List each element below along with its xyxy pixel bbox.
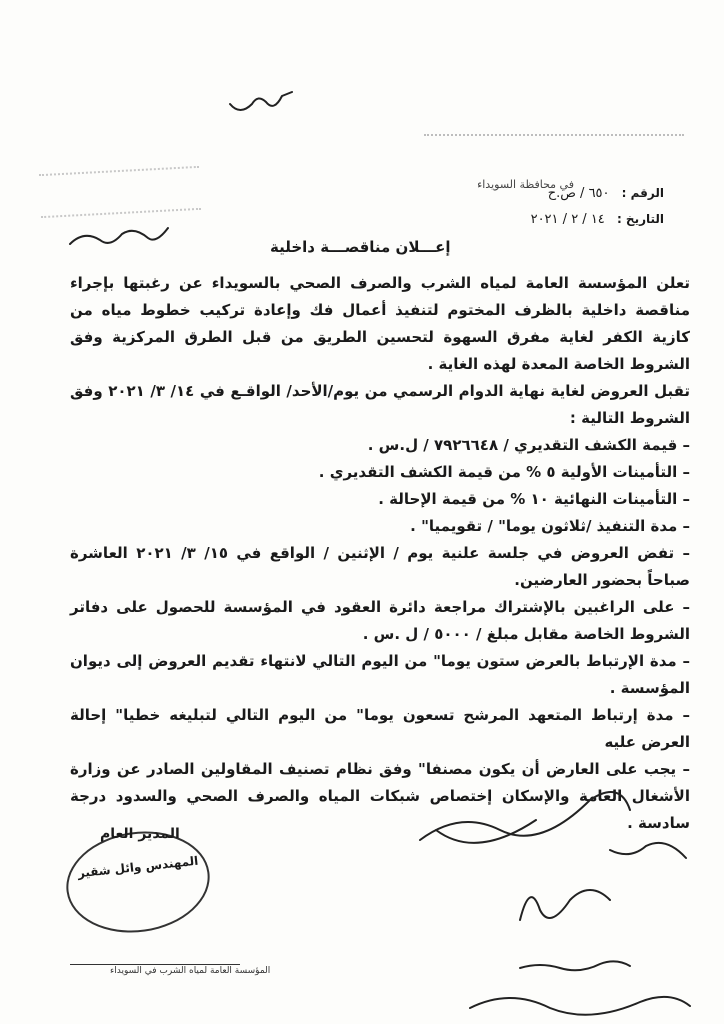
condition-item: – التأمينات النهائية ١٠ % من قيمة الإحالة . xyxy=(378,490,690,508)
condition-item: – مدة التنفيذ /ثلاثون يوما" / تقويميا" . xyxy=(410,517,690,535)
document-body xyxy=(70,270,690,837)
paragraph-deadline: تقبل العروض لغاية نهاية الدوام الرسمي من يوم/الأحد/ الواقـع في ١٤/ ٣/ ٢٠٢١ وفق الشروط التالية : xyxy=(70,382,691,427)
handwritten-note-left xyxy=(70,228,168,244)
letterhead-faint-line xyxy=(424,124,684,136)
page-title: إعـــلان مناقصـــة داخلية xyxy=(270,238,451,256)
condition-item: – مدة إرتباط المتعهد المرشح تسعون يوما" من اليوم التالي لتبليغه خطيا" إحالة العرض عليه xyxy=(70,706,690,751)
letterhead-governorate: في محافظة السويداء xyxy=(477,178,574,191)
condition-item: – يجب على العارض أن يكون مصنفا" وفق نظام تصنيف المقاولين الصادر عن وزارة الأشغال العامة والإسكان إختصاص شبكات المياه والصرف الصحي والسدود درجة سادسة . xyxy=(70,760,690,832)
condition-item: – قيمة الكشف التقديري / ٧٩٢٦٦٤٨ / ل.س . xyxy=(367,436,690,454)
signature-name: المهندس وائل شقير xyxy=(77,853,199,881)
number-value: ٦٥٠ / ص.ح xyxy=(547,186,610,201)
paragraph-intro: تعلن المؤسسة العامة لمياه الشرب والصرف الصحي بالسويداء عن رغبتها بإجراء مناقصة داخلية بالظرف المختوم لتنفيذ أعمال فك وإعادة تركيب خطوط مياه من كازية الكفر لغاية مفرق السهوة لتحسين الطريق من قبل الطرق المركزية وفق الشروط الخاصة المعدة لهذه الغاية . xyxy=(70,274,690,373)
signature-scribble-2 xyxy=(610,843,686,858)
number-label: الرقم : xyxy=(621,186,664,200)
document-number-line xyxy=(548,186,664,201)
condition-item: – مدة الإرتباط بالعرض ستون يوما" من اليوم التالي لانتهاء تقديم العروض إلى ديوان المؤسسة . xyxy=(70,652,690,697)
condition-item: – التأمينات الأولية ٥ % من قيمة الكشف التقديري . xyxy=(318,463,690,481)
signature-title: المدير العام xyxy=(100,826,180,842)
condition-item: – على الراغبين بالإشتراك مراجعة دائرة العقود في المؤسسة للحصول على دفاتر الشروط الخاصة مقابل مبلغ / ٥٠٠٠ / ل .س . xyxy=(70,598,690,643)
date-label: التاريخ : xyxy=(616,212,664,226)
letterhead-faint-stamp-left xyxy=(39,166,201,218)
signature-scribble-5 xyxy=(470,997,690,1015)
footer-rule xyxy=(70,964,240,965)
condition-item: – تفض العروض في جلسة علنية يوم / الإثنين / الواقع في ١٥/ ٣/ ٢٠٢١ العاشرة صباحاً بحضور العارضين. xyxy=(70,544,690,589)
document-date-line xyxy=(531,212,664,227)
handwritten-note-top xyxy=(230,92,292,110)
footer-text: المؤسسة العامة لمياه الشرب في السويداء xyxy=(110,966,271,976)
signature-scribble-3 xyxy=(520,890,610,920)
date-value: ١٤ / ٢ / ٢٠٢١ xyxy=(530,212,605,227)
signature-scribble-4 xyxy=(520,961,630,970)
